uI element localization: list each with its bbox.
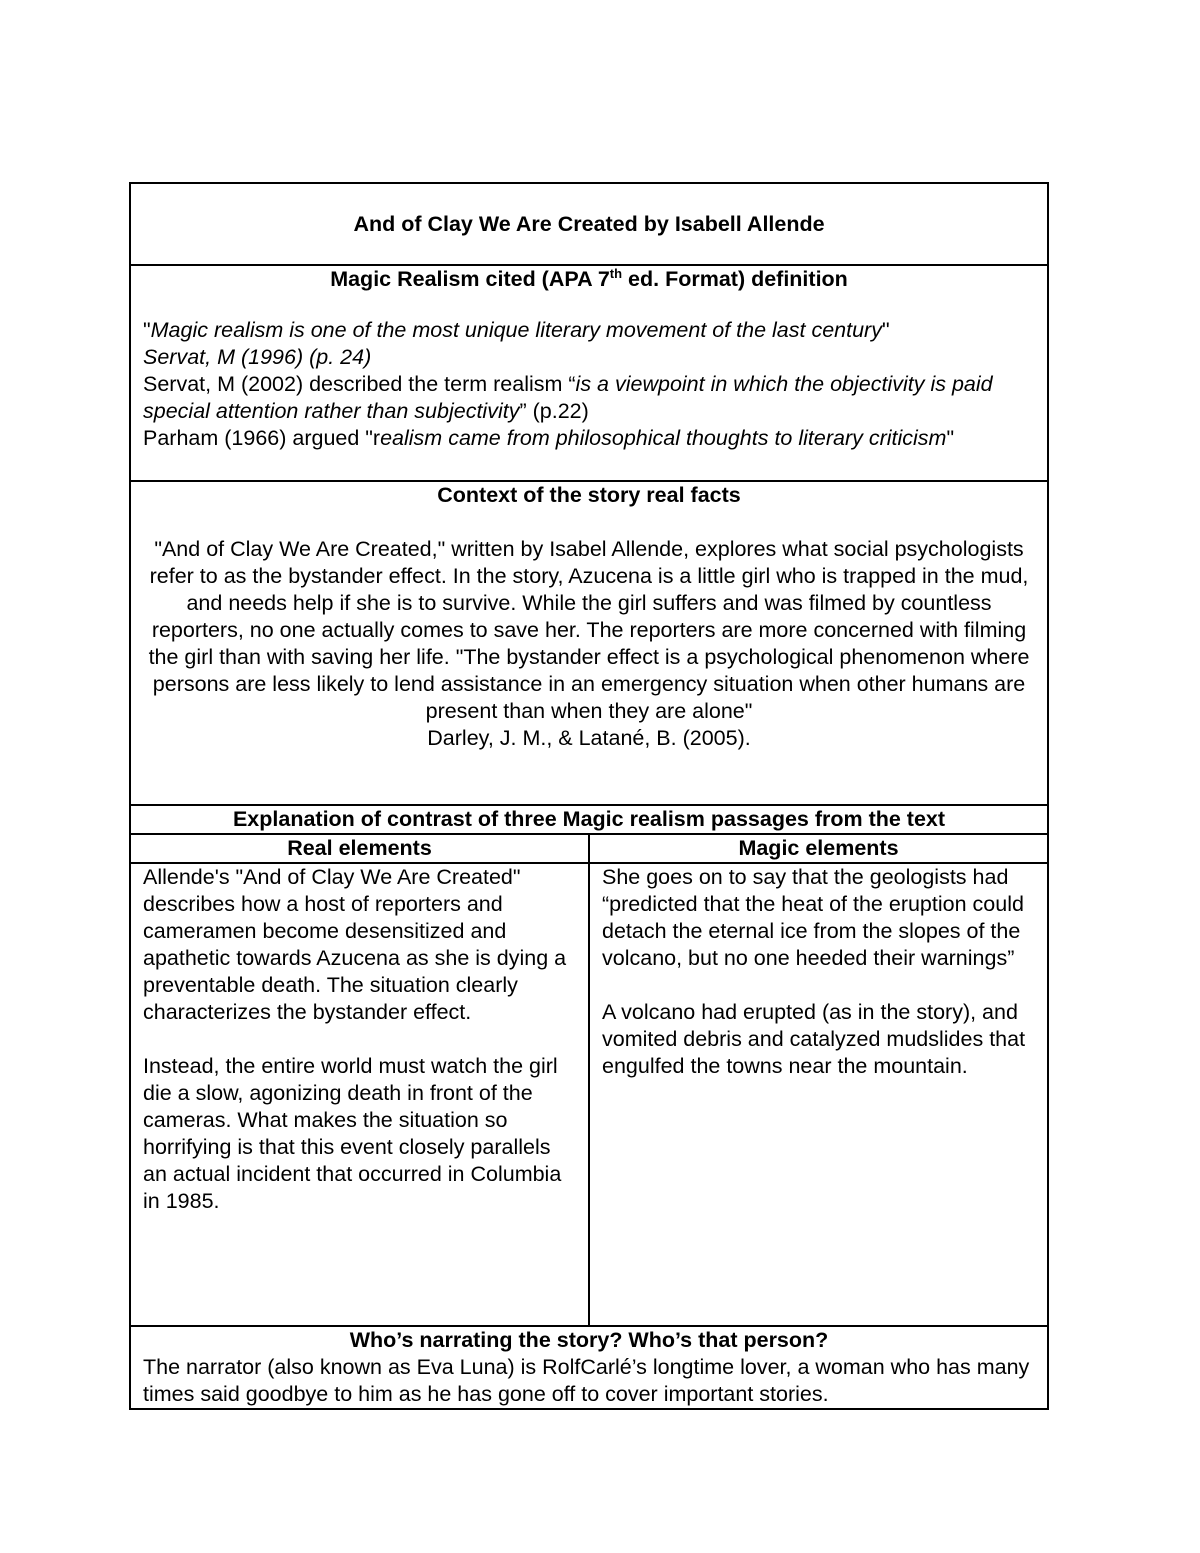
definition-line-2 [143, 371, 1035, 425]
definition-quote-1 [143, 317, 1035, 344]
definition-line-3-pre: Parham (1966) argued "r [143, 426, 381, 450]
document-title: And of Clay We Are Created by Isabell Allende [130, 183, 1048, 265]
magic-elements-header: Magic elements [589, 834, 1048, 863]
definition-quote-1-text: Magic realism is one of the most unique literary movement of the last century [150, 318, 882, 342]
real-elements-paragraph: Allende's "And of Clay We Are Created" describes how a host of reporters and cameramen become desensitized and apathetic towards Azucena as she is dying a preventable death. The situation clearly characterizes the bystander effect. [143, 865, 567, 1024]
definition-heading-superscript: th [609, 265, 623, 281]
definition-line-2-pre: Servat, M (2002) described the term realism “ [143, 372, 576, 396]
quote-mark: " [143, 318, 151, 342]
document-table [129, 182, 1049, 1410]
magic-elements-paragraph: She goes on to say that the geologists had “predicted that the heat of the eruption could detach the eternal ice from the slopes of the volcano, but no one heeded their warnings” [602, 865, 1024, 970]
definition-heading-post: ed. Format) definition [622, 267, 848, 291]
definition-line-2-post: ” (p.22) [519, 399, 589, 423]
definition-section [130, 265, 1048, 481]
explanation-heading: Explanation of contrast of three Magic realism passages from the text [130, 805, 1048, 834]
context-body: "And of Clay We Are Created," written by Isabel Allende, explores what social psychologists refer to as the bystander effect. In the story, Azucena is a little girl who is trapped in the mud, and needs help if she is to survive. While the girl suffers and was filmed by countless reporters, no one actually comes to save her. The reporters are more concerned with filming the girl than with saving her life. "The bystander effect is a psychological phenomenon where persons are less likely to lend assistance in an emergency situation when other humans are present than when they are alone" [148, 537, 1030, 723]
definition-citation-1: Servat, M (1996) (p. 24) [143, 345, 372, 369]
narrator-section [130, 1326, 1048, 1409]
narrator-heading: Who’s narrating the story? Who’s that person? [349, 1328, 829, 1352]
definition-line-3-post: " [946, 426, 955, 450]
real-elements-paragraph: Instead, the entire world must watch the girl die a slow, agonizing death in front of the cameras. What makes the situation so horrifying is that this event closely parallels an actual incident that occurred in Columbia in 1985. [143, 1054, 562, 1213]
definition-line-3-quote: ealism came from philosophical thoughts to literary criticism [380, 426, 947, 450]
context-section [130, 481, 1048, 805]
context-citation: Darley, J. M., & Latané, B. (2005). [427, 726, 751, 750]
definition-heading-pre: Magic Realism cited (APA 7 [330, 267, 610, 291]
magic-elements-paragraph: A volcano had erupted (as in the story), and vomited debris and catalyzed mudslides that engulfed the towns near the mountain. [602, 1000, 1026, 1078]
definition-heading [143, 266, 1035, 293]
context-heading: Context of the story real facts [437, 483, 741, 507]
magic-elements-cell [589, 863, 1048, 1326]
real-elements-cell [130, 863, 589, 1326]
quote-mark: " [881, 318, 890, 342]
definition-line-3 [143, 425, 1035, 452]
real-elements-header: Real elements [130, 834, 589, 863]
narrator-body: The narrator (also known as Eva Luna) is RolfCarlé’s longtime lover, a woman who has many times said goodbye to him as he has gone off to cover important stories. [143, 1355, 1030, 1406]
definition-line-2-quote: is a viewpoint in which the objectivity is paid special attention rather than subjectivity [143, 372, 993, 423]
